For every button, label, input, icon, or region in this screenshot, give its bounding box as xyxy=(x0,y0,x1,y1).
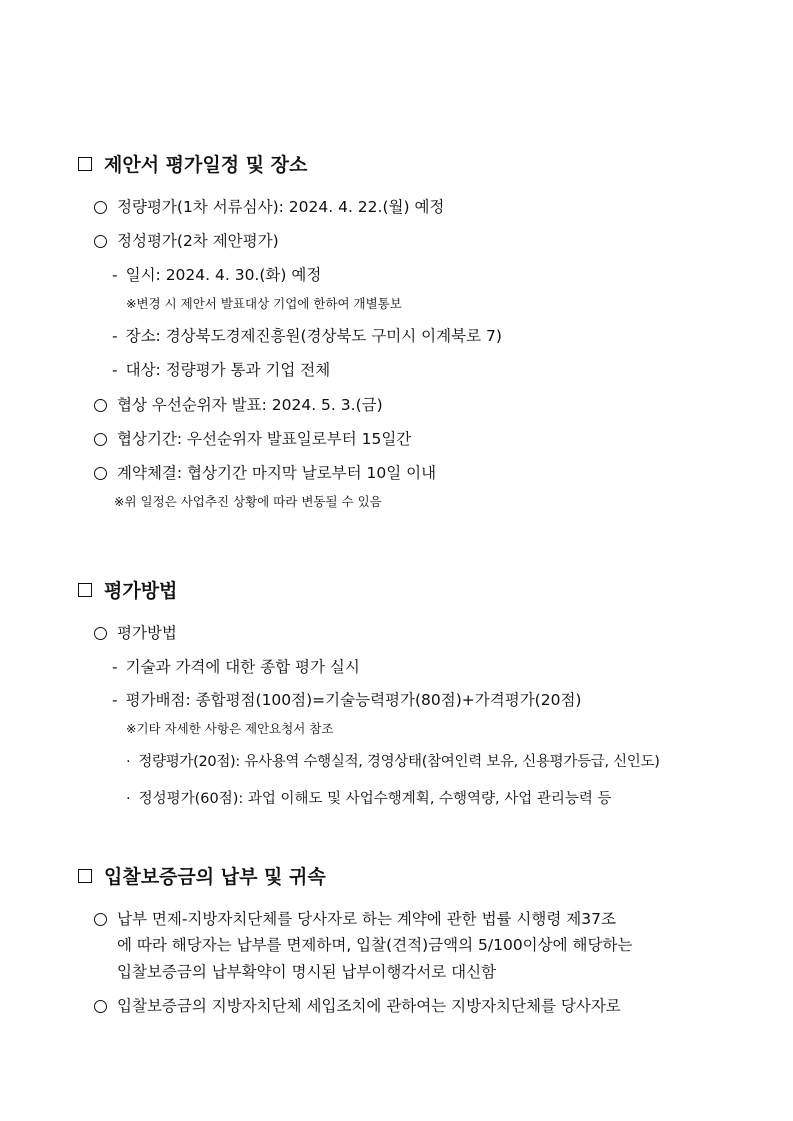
section-title-method xyxy=(78,576,177,603)
detail-qual-eval xyxy=(126,788,612,810)
subitem-text: 장소: 경상북도경제진흥원(경상북도 구미시 이계북로 7) xyxy=(125,327,502,345)
note-date-change: ※변경 시 제안서 발표대상 기업에 한하여 개별통보 xyxy=(126,296,402,311)
item-text: 납부 면제-지방자치단체를 당사자로 하는 계약에 관한 법률 시행령 제37조 xyxy=(117,910,616,928)
square-bullet-icon xyxy=(78,583,92,597)
item-text: 에 따라 해당자는 납부를 면제하며, 입찰(견적)금액의 5/100이상에 해당하는 xyxy=(117,936,633,954)
item-method xyxy=(94,622,177,644)
subitem-text: 기술과 가격에 대한 종합 평가 실시 xyxy=(125,658,360,676)
dash-bullet: - xyxy=(112,658,118,676)
dash-bullet: - xyxy=(112,327,118,345)
circle-bullet-icon xyxy=(94,627,107,640)
section-title-text: 평가방법 xyxy=(104,580,178,602)
detail-text: 정량평가(20점): 유사용역 수행실적, 경영상태(참여인력 보유, 신용평가등급, 신인도) xyxy=(138,754,660,770)
subitem-text: 일시: 2024. 4. 30.(화) 예정 xyxy=(125,266,322,284)
subitem-text: 평가배점: 종합평점(100점)=기술능력평가(80점)+가격평가(20점) xyxy=(125,691,582,709)
square-bullet-icon xyxy=(78,869,92,883)
item-exempt-continued-2 xyxy=(117,961,496,983)
item-text: 정량평가(1차 서류심사): 2024. 4. 22.(월) 예정 xyxy=(117,198,445,216)
square-bullet-icon xyxy=(78,157,92,171)
dash-bullet: - xyxy=(112,361,118,379)
item-text: 협상 우선순위자 발표: 2024. 5. 3.(금) xyxy=(117,396,383,414)
item-text: 입찰보증금의 지방자치단체 세입조치에 관하여는 지방자치단체를 당사자로 xyxy=(117,997,621,1015)
item-text: 계약체결: 협상기간 마지막 날로부터 10일 이내 xyxy=(117,464,437,482)
section-title-text: 입찰보증금의 납부 및 귀속 xyxy=(104,866,326,888)
subitem-date xyxy=(112,264,321,286)
middle-dot-bullet: · xyxy=(126,791,131,807)
subitem-target xyxy=(112,359,330,381)
dash-bullet: - xyxy=(112,266,118,284)
subitem-place xyxy=(112,325,502,347)
item-announce xyxy=(94,394,383,416)
circle-bullet-icon xyxy=(94,399,107,412)
item-text: 입찰보증금의 납부확약이 명시된 납부이행각서로 대신함 xyxy=(117,963,497,981)
item-qual-eval xyxy=(94,230,279,252)
circle-bullet-icon xyxy=(94,467,107,480)
dash-bullet: - xyxy=(112,691,118,709)
item-text: 평가방법 xyxy=(117,624,177,642)
note-schedule-change: ※위 일정은 사업추진 상황에 따라 변동될 수 있음 xyxy=(114,494,382,509)
section-title-bid-bond xyxy=(78,862,326,889)
circle-bullet-icon xyxy=(94,235,107,248)
item-contract xyxy=(94,462,436,484)
item-revert xyxy=(94,995,621,1017)
circle-bullet-icon xyxy=(94,1000,107,1013)
detail-text: 정성평가(60점): 과업 이해도 및 사업수행계획, 수행역량, 사업 관리능력 등 xyxy=(138,791,612,807)
item-exempt xyxy=(94,908,616,930)
item-text: 협상기간: 우선순위자 발표일로부터 15일간 xyxy=(117,430,412,448)
item-exempt-continued xyxy=(117,934,632,956)
item-text: 정성평가(2차 제안평가) xyxy=(117,232,279,250)
circle-bullet-icon xyxy=(94,913,107,926)
circle-bullet-icon xyxy=(94,201,107,214)
section-title-text: 제안서 평가일정 및 장소 xyxy=(104,154,308,176)
item-quant-eval xyxy=(94,196,444,218)
section-title-schedule xyxy=(78,150,307,177)
subitem-overall xyxy=(112,656,360,678)
item-negotiation-period xyxy=(94,428,411,450)
subitem-scoring xyxy=(112,689,581,711)
circle-bullet-icon xyxy=(94,433,107,446)
detail-quant-eval xyxy=(126,751,660,773)
subitem-text: 대상: 정량평가 통과 기업 전체 xyxy=(125,361,331,379)
note-rfp-reference: ※기타 자세한 사항은 제안요청서 참조 xyxy=(126,721,334,736)
middle-dot-bullet: · xyxy=(126,754,131,770)
